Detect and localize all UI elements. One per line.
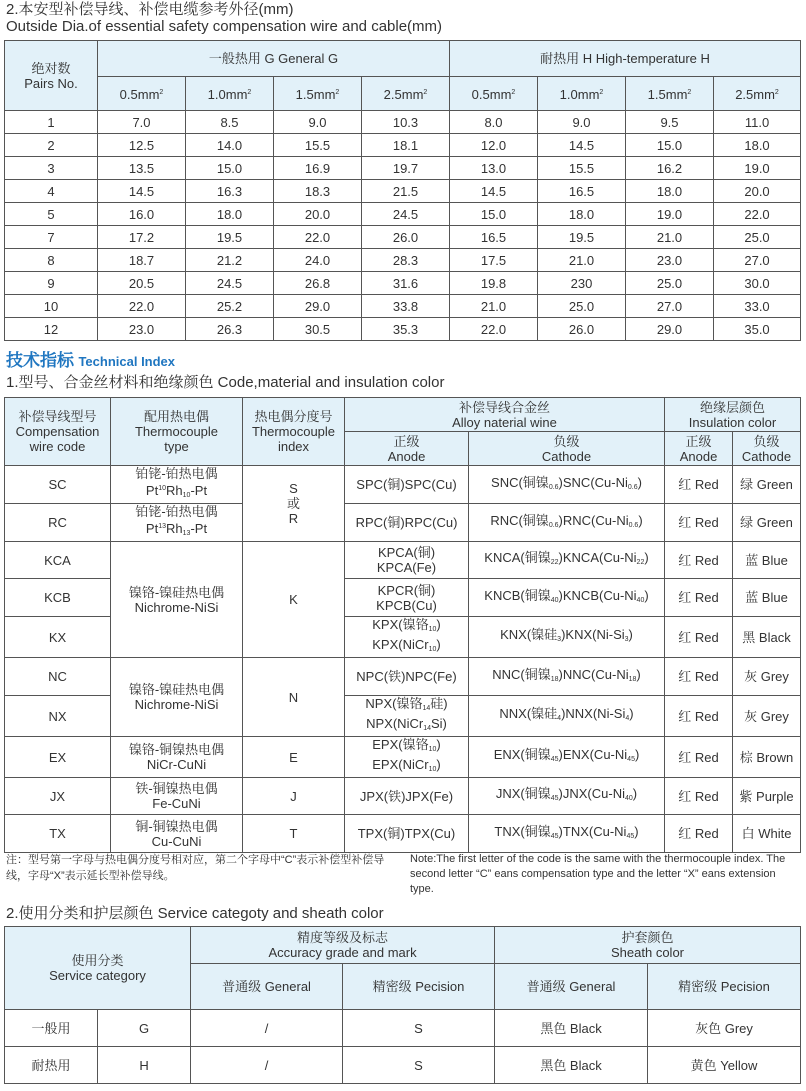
insul-anode-cell: 红 Red: [665, 542, 733, 579]
anode-cell: KPX(镍铬$_{10}$) KPX(NiCr$_{10}$): [345, 617, 469, 658]
accuracy-precision-cell: S: [343, 1047, 495, 1084]
diameter-cell: 25.0: [538, 295, 626, 318]
cathode-cell: KNCA(铜镍$_{22})KNCA(Cu-Ni_{22})$: [469, 542, 665, 579]
diameter-cell: 25.0: [714, 226, 801, 249]
cathode-cell: TNX(铜镍$_{45})TNX(Cu-Ni_{45})$: [469, 815, 665, 853]
diameter-cell: 19.0: [714, 157, 801, 180]
size-header: $1.5mm^2$: [626, 77, 714, 111]
sheath-general-header: 普通级 General: [495, 964, 648, 1010]
diameter-cell: 18.0: [186, 203, 274, 226]
diameter-cell: 19.7: [362, 157, 450, 180]
table-row: [5, 504, 801, 542]
thermo-cell: 镍铬-镍硅热电偶 Nichrome-NiSi: [111, 542, 243, 658]
table-row: [5, 1010, 801, 1047]
diameter-cell: 22.0: [274, 226, 362, 249]
alloy-anode-header: 正级 Anode: [345, 432, 469, 466]
insul-anode-cell: 红 Red: [665, 696, 733, 737]
pairs-cell: 12: [5, 318, 98, 341]
outside-diameter-table: [4, 40, 801, 341]
size-header: $2.5mm^2$: [362, 77, 450, 111]
insul-cathode-cell: 蓝 Blue: [733, 542, 801, 579]
sheath-precision-cell: 黄色 Yellow: [648, 1047, 801, 1084]
code-cell: JX: [5, 778, 111, 815]
note-english: Note:The first letter of the code is the same with the thermocouple index. The second letter “C” eans compensation type and the letter “X” eans extension type.: [410, 853, 786, 895]
sheath-general-cell: 黑色 Black: [495, 1010, 648, 1047]
diameter-cell: 18.3: [274, 180, 362, 203]
diameter-cell: 15.0: [186, 157, 274, 180]
diameter-cell: 22.0: [714, 203, 801, 226]
sheath-header: 护套颜色 Sheath color: [495, 927, 801, 964]
accuracy-general-cell: /: [191, 1010, 343, 1047]
diameter-cell: 29.0: [274, 295, 362, 318]
category-code-cell: H: [98, 1047, 191, 1084]
thermo-cell: 铂铑-铂热电偶 $Pt^{10}Rh_{10}-Pt$: [111, 466, 243, 504]
insul-cathode-cell: 绿 Green: [733, 504, 801, 542]
accuracy-precision-header: 精密级 Pecision: [343, 964, 495, 1010]
diameter-cell: 18.0: [714, 134, 801, 157]
section2-title: 2.使用分类和护层颜色 Service categoty and sheath color: [6, 905, 384, 922]
insul-anode-cell: 红 Red: [665, 466, 733, 504]
diameter-cell: 13.0: [450, 157, 538, 180]
service-category-table: [4, 926, 801, 1084]
tech-subtitle: 1.型号、合金丝材料和绝缘颜色 Code,material and insulation color: [6, 374, 445, 391]
diameter-cell: 26.0: [362, 226, 450, 249]
category-cn-cell: 耐热用: [5, 1047, 98, 1084]
diameter-cell: 27.0: [714, 249, 801, 272]
diameter-cell: 17.5: [450, 249, 538, 272]
diameter-cell: 25.2: [186, 295, 274, 318]
code-header: 补偿导线型号 Compensation wire code: [5, 398, 111, 466]
pairs-cell: 2: [5, 134, 98, 157]
index-cell: J: [243, 778, 345, 815]
diameter-cell: 35.3: [362, 318, 450, 341]
insul-cathode-header: 负级 Cathode: [733, 432, 801, 466]
size-header: $1.0mm^2$: [186, 77, 274, 111]
diameter-cell: 16.5: [538, 180, 626, 203]
diameter-cell: 16.0: [98, 203, 186, 226]
code-cell: NC: [5, 658, 111, 696]
accuracy-precision-cell: S: [343, 1010, 495, 1047]
table-row: [5, 778, 801, 815]
diameter-cell: 30.0: [714, 272, 801, 295]
diameter-cell: 21.2: [186, 249, 274, 272]
table-row: [5, 1047, 801, 1084]
index-cell: N: [243, 658, 345, 737]
diameter-cell: 20.0: [714, 180, 801, 203]
insul-anode-cell: 红 Red: [665, 658, 733, 696]
section1-subtitle: Outside Dia.of essential safety compensation wire and cable(mm): [6, 18, 443, 35]
diameter-cell: 9.5: [626, 111, 714, 134]
anode-cell: NPC(铁)NPC(Fe): [345, 658, 469, 696]
anode-cell: RPC(铜)RPC(Cu): [345, 504, 469, 542]
table-row: [5, 157, 801, 180]
diameter-cell: 21.0: [538, 249, 626, 272]
index-cell: E: [243, 737, 345, 778]
code-cell: TX: [5, 815, 111, 853]
code-cell: EX: [5, 737, 111, 778]
index-cell: S 或 R: [243, 466, 345, 542]
diameter-cell: 230: [538, 272, 626, 295]
diameter-cell: 21.0: [450, 295, 538, 318]
diameter-cell: 15.5: [274, 134, 362, 157]
insul-anode-header: 正级 Anode: [665, 432, 733, 466]
table-row: [5, 272, 801, 295]
category-header: 使用分类 Service category: [5, 927, 191, 1010]
diameter-cell: 25.0: [626, 272, 714, 295]
diameter-cell: 28.3: [362, 249, 450, 272]
category-code-cell: G: [98, 1010, 191, 1047]
diameter-cell: 18.7: [98, 249, 186, 272]
diameter-cell: 19.5: [538, 226, 626, 249]
table-row: [5, 318, 801, 341]
table-row: [5, 203, 801, 226]
cathode-cell: NNC(铜镍$_{18})NNC(Cu-Ni_{18})$: [469, 658, 665, 696]
heat-header: 耐热用 H High-temperature H: [450, 41, 801, 77]
diameter-cell: 24.0: [274, 249, 362, 272]
alloy-cathode-header: 负级 Cathode: [469, 432, 665, 466]
diameter-cell: 24.5: [186, 272, 274, 295]
table-row: [5, 111, 801, 134]
diameter-cell: 12.5: [98, 134, 186, 157]
diameter-cell: 20.5: [98, 272, 186, 295]
table-row: [5, 295, 801, 318]
diameter-cell: 22.0: [98, 295, 186, 318]
code-cell: RC: [5, 504, 111, 542]
thermo-cell: 镍铬-镍硅热电偶 Nichrome-NiSi: [111, 658, 243, 737]
diameter-cell: 15.0: [450, 203, 538, 226]
table-row: [5, 226, 801, 249]
alloy-header: 补偿导线合金丝 Alloy naterial wine: [345, 398, 665, 432]
diameter-cell: 8.0: [450, 111, 538, 134]
size-header: $2.5mm^2$: [714, 77, 801, 111]
diameter-cell: 10.3: [362, 111, 450, 134]
pairs-cell: 9: [5, 272, 98, 295]
diameter-cell: 31.6: [362, 272, 450, 295]
diameter-cell: 26.8: [274, 272, 362, 295]
diameter-cell: 19.0: [626, 203, 714, 226]
table-row: [5, 249, 801, 272]
cathode-cell: NNX(镍硅$_4)NNX(Ni-Si_4)$: [469, 696, 665, 737]
diameter-cell: 17.2: [98, 226, 186, 249]
table-row: [5, 180, 801, 203]
table-row: [5, 134, 801, 157]
insul-anode-cell: 红 Red: [665, 737, 733, 778]
diameter-cell: 14.5: [450, 180, 538, 203]
size-header: $1.0mm^2$: [538, 77, 626, 111]
anode-cell: JPX(铁)JPX(Fe): [345, 778, 469, 815]
anode-cell: KPCR(铜) KPCB(Cu): [345, 579, 469, 617]
table-row: [5, 815, 801, 853]
size-header: $0.5mm^2$: [450, 77, 538, 111]
cathode-cell: RNC(铜镍$_{0.6})RNC(Cu-Ni_{0.6})$: [469, 504, 665, 542]
thermo-cell: 铂铑-铂热电偶 $Pt^{13}Rh_{13}-Pt$: [111, 504, 243, 542]
cathode-cell: KNX(镍硅$_3)KNX(Ni-Si_3)$: [469, 617, 665, 658]
pairs-cell: 4: [5, 180, 98, 203]
diameter-cell: 29.0: [626, 318, 714, 341]
pairs-cell: 1: [5, 111, 98, 134]
cathode-cell: KNCB(铜镍$_{40})KNCB(Cu-Ni_{40})$: [469, 579, 665, 617]
code-material-table: [4, 397, 801, 853]
insul-anode-cell: 红 Red: [665, 617, 733, 658]
diameter-cell: 23.0: [98, 318, 186, 341]
diameter-cell: 24.5: [362, 203, 450, 226]
diameter-cell: 12.0: [450, 134, 538, 157]
thermo-header: 配用热电偶 Thermocouple type: [111, 398, 243, 466]
sheath-precision-cell: 灰色 Grey: [648, 1010, 801, 1047]
pairs-header: 绝对数 Pairs No.: [5, 41, 98, 111]
diameter-cell: 7.0: [98, 111, 186, 134]
anode-cell: NPX(镍铬$_{14}$硅) NPX(NiCr$_{14}$Si): [345, 696, 469, 737]
diameter-cell: 8.5: [186, 111, 274, 134]
thermo-cell: 铜-铜镍热电偶 Cu-CuNi: [111, 815, 243, 853]
diameter-cell: 26.0: [538, 318, 626, 341]
thermo-cell: 铁-铜镍热电偶 Fe-CuNi: [111, 778, 243, 815]
code-cell: NX: [5, 696, 111, 737]
insul-anode-cell: 红 Red: [665, 778, 733, 815]
diameter-cell: 14.0: [186, 134, 274, 157]
accuracy-header: 精度等级及标志 Accuracy grade and mark: [191, 927, 495, 964]
diameter-cell: 16.3: [186, 180, 274, 203]
code-cell: KCB: [5, 579, 111, 617]
tech-title: 技术指标 Technical Index: [6, 351, 176, 370]
diameter-cell: 9.0: [274, 111, 362, 134]
index-header: 热电偶分度号 Thermocouple index: [243, 398, 345, 466]
diameter-cell: 26.3: [186, 318, 274, 341]
diameter-cell: 33.0: [714, 295, 801, 318]
diameter-cell: 30.5: [274, 318, 362, 341]
diameter-cell: 16.9: [274, 157, 362, 180]
pairs-cell: 8: [5, 249, 98, 272]
code-cell: KCA: [5, 542, 111, 579]
insul-cathode-cell: 紫 Purple: [733, 778, 801, 815]
category-cn-cell: 一般用: [5, 1010, 98, 1047]
table-row: [5, 542, 801, 579]
index-cell: T: [243, 815, 345, 853]
sheath-precision-header: 精密级 Pecision: [648, 964, 801, 1010]
table-row: [5, 658, 801, 696]
pairs-cell: 5: [5, 203, 98, 226]
cathode-cell: ENX(铜镍$_{45})ENX(Cu-Ni_{45})$: [469, 737, 665, 778]
diameter-cell: 11.0: [714, 111, 801, 134]
cathode-cell: JNX(铜镍$_{45})JNX(Cu-Ni_{40})$: [469, 778, 665, 815]
diameter-cell: 18.0: [538, 203, 626, 226]
diameter-cell: 16.5: [450, 226, 538, 249]
size-header: $0.5mm^2$: [98, 77, 186, 111]
diameter-cell: 19.8: [450, 272, 538, 295]
code-cell: SC: [5, 466, 111, 504]
diameter-cell: 21.0: [626, 226, 714, 249]
anode-cell: TPX(铜)TPX(Cu): [345, 815, 469, 853]
diameter-cell: 35.0: [714, 318, 801, 341]
pairs-cell: 3: [5, 157, 98, 180]
section1-title: 2.本安型补偿导线、补偿电缆参考外径(mm): [6, 1, 294, 18]
insul-anode-cell: 红 Red: [665, 579, 733, 617]
accuracy-general-cell: /: [191, 1047, 343, 1084]
accuracy-general-header: 普通级 General: [191, 964, 343, 1010]
insul-cathode-cell: 蓝 Blue: [733, 579, 801, 617]
diameter-cell: 15.5: [538, 157, 626, 180]
diameter-cell: 18.0: [626, 180, 714, 203]
insul-cathode-cell: 灰 Grey: [733, 658, 801, 696]
size-header: $1.5mm^2$: [274, 77, 362, 111]
thermo-cell: 镍铬-铜镍热电偶 NiCr-CuNi: [111, 737, 243, 778]
pairs-cell: 10: [5, 295, 98, 318]
index-cell: K: [243, 542, 345, 658]
note-chinese: 注：型号第一字母与热电偶分度号相对应，第二个字母中“C”表示补偿型补偿导线，字母“X”表示延长型补偿导线。: [6, 854, 385, 882]
anode-cell: EPX(镍铬$_{10}$) EPX(NiCr$_{10}$): [345, 737, 469, 778]
diameter-cell: 33.8: [362, 295, 450, 318]
diameter-cell: 20.0: [274, 203, 362, 226]
insul-cathode-cell: 棕 Brown: [733, 737, 801, 778]
diameter-cell: 27.0: [626, 295, 714, 318]
pairs-cell: 7: [5, 226, 98, 249]
diameter-cell: 19.5: [186, 226, 274, 249]
diameter-cell: 23.0: [626, 249, 714, 272]
anode-cell: KPCA(铜) KPCA(Fe): [345, 542, 469, 579]
insul-anode-cell: 红 Red: [665, 815, 733, 853]
insul-anode-cell: 红 Red: [665, 504, 733, 542]
sheath-general-cell: 黑色 Black: [495, 1047, 648, 1084]
code-cell: KX: [5, 617, 111, 658]
anode-cell: SPC(铜)SPC(Cu): [345, 466, 469, 504]
diameter-cell: 9.0: [538, 111, 626, 134]
insul-cathode-cell: 黑 Black: [733, 617, 801, 658]
insul-cathode-cell: 白 White: [733, 815, 801, 853]
diameter-cell: 22.0: [450, 318, 538, 341]
diameter-cell: 13.5: [98, 157, 186, 180]
diameter-cell: 21.5: [362, 180, 450, 203]
diameter-cell: 15.0: [626, 134, 714, 157]
general-header: 一般热用 G General G: [98, 41, 450, 77]
diameter-cell: 16.2: [626, 157, 714, 180]
diameter-cell: 14.5: [538, 134, 626, 157]
cathode-cell: SNC(铜镍$_{0.6})SNC(Cu-Ni_{0.6})$: [469, 466, 665, 504]
diameter-cell: 14.5: [98, 180, 186, 203]
diameter-cell: 18.1: [362, 134, 450, 157]
table-row: [5, 466, 801, 504]
table-row: [5, 737, 801, 778]
insul-cathode-cell: 绿 Green: [733, 466, 801, 504]
insulation-header: 绝缘层颜色 Insulation color: [665, 398, 801, 432]
insul-cathode-cell: 灰 Grey: [733, 696, 801, 737]
